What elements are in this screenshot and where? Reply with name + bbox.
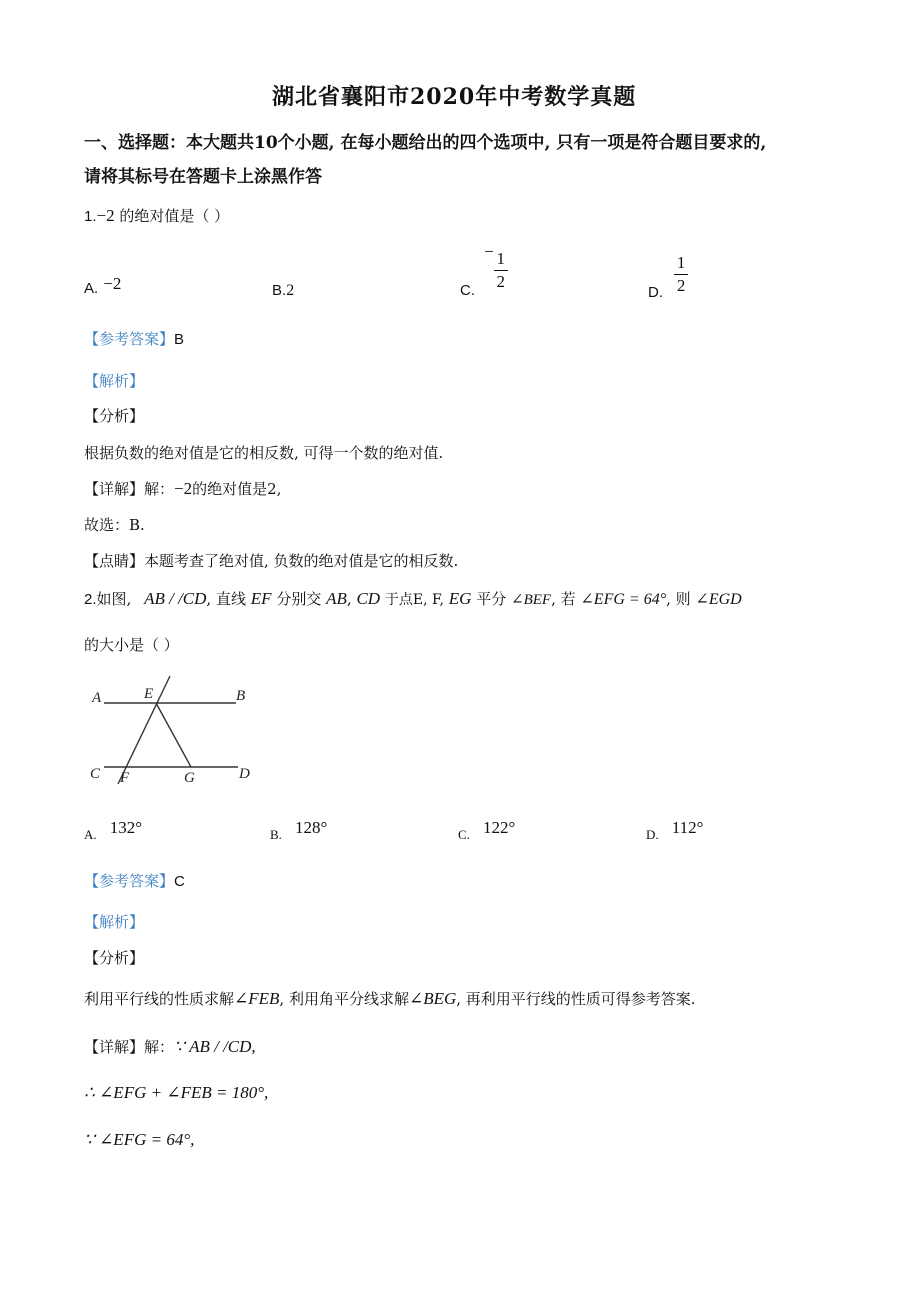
question-1-option-c xyxy=(460,242,508,299)
question-2-option-c xyxy=(458,818,516,842)
point-label-c: C xyxy=(90,766,101,782)
analysis-math: ∠BEG xyxy=(408,989,457,1008)
option-label: A. xyxy=(84,827,97,842)
question-2-analysis xyxy=(84,988,696,1009)
question-2-detail-line1 xyxy=(84,1036,256,1057)
stem-math: CD xyxy=(356,589,381,608)
stem-math: EF xyxy=(250,589,272,608)
section-heading-line1: 一、选择题：本大题共10个小题, 在每小题给出的四个选项中, 只有一项是符合题目要求的, xyxy=(84,133,767,153)
option-value: 2 xyxy=(286,282,295,299)
detail-expr: −2 xyxy=(174,479,193,498)
question-1-choose: 故选：B. xyxy=(84,516,145,534)
stem-math: EG xyxy=(448,589,472,608)
stem-text: , 若 xyxy=(551,590,576,608)
line-eg xyxy=(156,703,191,767)
question-2-stem-line2: 的大小是（ ） xyxy=(84,636,179,654)
question-1-analysis-tag: 【解析】 xyxy=(84,372,145,390)
question-2-analysis-head: 【分析】 xyxy=(84,949,145,967)
answer-tag: 【参考答案】 xyxy=(84,330,175,348)
question-1-comment xyxy=(84,550,458,571)
question-2-analysis-tag: 【解析】 xyxy=(84,913,145,931)
stem-text: , xyxy=(346,590,352,608)
stem-text: 如图, xyxy=(96,590,132,608)
option-value: 112° xyxy=(671,818,704,837)
point-label-e: E xyxy=(144,686,154,702)
question-1-analysis-head: 【分析】 xyxy=(84,407,145,425)
fraction-denominator: 2 xyxy=(676,275,686,295)
point-label-f: F xyxy=(120,770,130,786)
question-1-analysis: 根据负数的绝对值是它的相反数, 可得一个数的绝对值. xyxy=(84,444,444,462)
fraction-denominator: 2 xyxy=(496,271,505,291)
section-heading-line2: 请将其标号在答题卡上涂黑作答 xyxy=(84,167,322,187)
answer-tag: 【参考答案】 xyxy=(84,872,175,890)
analysis-text: 利用平行线的性质求解 xyxy=(84,990,235,1008)
stem-text: 平分 xyxy=(476,590,507,608)
question-2-option-a xyxy=(84,818,143,842)
analysis-text: , 利用角平分线求解 xyxy=(279,990,409,1008)
comment-tag: 【点睛】 xyxy=(84,552,145,570)
detail-pre: 解： xyxy=(144,480,175,498)
point-label-a: A xyxy=(92,690,102,706)
stem-math: ∠EFG = 64° xyxy=(580,591,667,608)
detail-math: ∵ AB / /CD, xyxy=(174,1037,256,1056)
stem-math: ∠EGD xyxy=(695,591,742,608)
question-2-stem xyxy=(84,588,742,609)
option-label: C. xyxy=(458,827,470,842)
question-2-figure xyxy=(84,672,264,792)
question-1-detail xyxy=(84,478,281,499)
question-2-option-d xyxy=(646,818,704,842)
stem-math: AB xyxy=(326,589,347,608)
question-1-stem xyxy=(84,205,229,226)
analysis-math: ∠FEB xyxy=(234,989,280,1008)
fraction-numerator: 1 xyxy=(496,249,505,268)
option-value: 122° xyxy=(483,818,516,837)
page-title: 湖北省襄阳市2020年中考数学真题 xyxy=(272,84,637,110)
stem-text: , 则 xyxy=(666,590,691,608)
fraction-bar xyxy=(494,270,508,271)
option-label: A. xyxy=(84,280,99,297)
answer-value: C xyxy=(174,873,185,890)
stem-math: ∠BEF xyxy=(511,592,552,608)
question-2-detail-line2: ∴ ∠EFG + ∠FEB = 180°, xyxy=(84,1083,269,1102)
option-value: −2 xyxy=(103,274,122,293)
option-label: D. xyxy=(648,284,663,301)
question-1-option-a xyxy=(84,274,122,298)
stem-text: 于点E, F, xyxy=(384,592,444,608)
point-label-g: G xyxy=(184,770,195,786)
question-1-option-b xyxy=(272,280,294,300)
question-2-number: 2. xyxy=(84,591,97,608)
question-2-answer xyxy=(84,870,185,891)
option-label: B. xyxy=(272,282,287,299)
option-value: 128° xyxy=(295,818,328,837)
stem-math: AB / /CD xyxy=(144,589,207,608)
analysis-text: , 再利用平行线的性质可得参考答案. xyxy=(456,990,696,1008)
detail-pre: 解： xyxy=(144,1038,175,1056)
question-1-text: 的绝对值是（ ） xyxy=(119,207,230,225)
comment-text: 本题考查了绝对值, 负数的绝对值是它的相反数. xyxy=(144,552,459,570)
question-1-answer xyxy=(84,328,184,349)
detail-tag: 【详解】 xyxy=(84,480,145,498)
question-2-option-b xyxy=(270,818,328,842)
option-label: B. xyxy=(270,827,282,842)
question-2-detail-line3: ∵ ∠EFG = 64°, xyxy=(84,1130,195,1149)
option-label: D. xyxy=(646,827,659,842)
option-value: 132° xyxy=(109,818,143,837)
fraction-sign: − xyxy=(484,242,494,261)
answer-value: B xyxy=(174,331,185,348)
fraction xyxy=(674,254,688,295)
fraction-numerator: 1 xyxy=(676,253,686,272)
stem-text: 分别交 xyxy=(276,590,322,608)
point-label-b: B xyxy=(236,688,246,704)
stem-text: , 直线 xyxy=(206,590,246,608)
option-label: C. xyxy=(460,282,475,299)
question-1-expr: −2 xyxy=(96,206,115,225)
fraction-bar xyxy=(674,274,688,275)
fraction xyxy=(494,250,508,291)
question-1-number: 1. xyxy=(84,208,97,225)
detail-tag: 【详解】 xyxy=(84,1038,145,1056)
point-label-d: D xyxy=(239,766,250,782)
question-1-option-d xyxy=(648,253,688,301)
detail-post: 的绝对值是2, xyxy=(192,480,282,498)
